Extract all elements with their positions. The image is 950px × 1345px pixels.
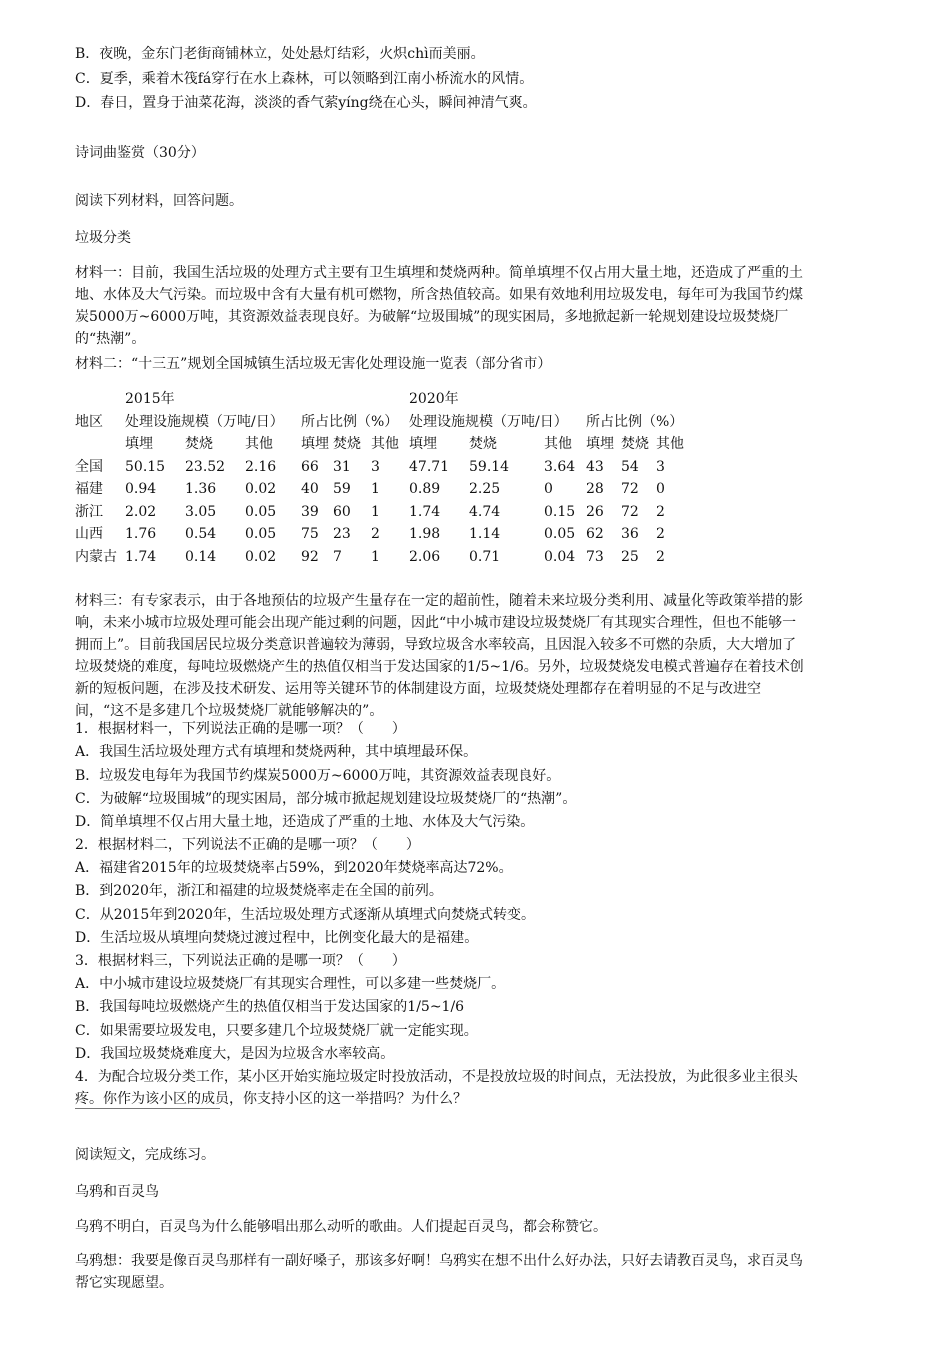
material-one: 材料一：目前，我国生活垃圾的处理方式主要有卫生填埋和焚烧两种。简单填埋不仅占用大量土地，还造成了严重的土地、水体及大气污染。而垃圾中含有大量有机可燃物，所含热值较高。如果有效地利用垃圾发电，每年可为我国节约煤炭5000万~6000万吨，其资源效益表现良好。为破解“垃圾围城”的现实困局，多地掀起新一轮规划建设垃圾焚烧厂的“热潮”。: [75, 265, 803, 347]
table-cell: 0.54: [185, 526, 217, 543]
table-cell: 26: [586, 503, 604, 520]
table-cell: 54: [621, 458, 639, 475]
table-cell: 山西: [75, 526, 103, 543]
table-cell: 36: [621, 526, 639, 543]
scale-header-2020: 处理设施规模（万吨/日）: [409, 413, 568, 430]
article-title: 垃圾分类: [75, 230, 131, 246]
table-cell: 2.02: [125, 503, 157, 520]
table-cell: 1: [371, 503, 380, 520]
sub-header: 其他: [656, 436, 684, 453]
table-cell: 50.15: [125, 458, 166, 475]
question-3-option-b: B．我国每吨垃圾燃烧产生的热值仅相当于发达国家的1/5~1/6: [75, 999, 465, 1015]
table-row: [75, 478, 691, 501]
option-b-top: B．夜晚，金东门老街商铺林立，处处悬灯结彩，火炽chì而美丽。: [75, 46, 485, 62]
table-cell: 40: [301, 481, 319, 498]
ratio-header-2020: 所占比例（%）: [586, 413, 684, 430]
table-cell: 62: [586, 526, 604, 543]
question-1: 1．根据材料一，下列说法正确的是哪一项？（ ）: [75, 721, 406, 737]
waste-facility-table: [75, 388, 691, 568]
sub-header: 焚烧: [469, 436, 497, 453]
table-cell: 75: [301, 526, 319, 543]
table-cell: 0.71: [469, 548, 501, 565]
table-cell: 2.06: [409, 548, 441, 565]
table-cell: 3: [656, 458, 665, 475]
table-cell: 92: [301, 548, 319, 565]
table-cell: 3.64: [544, 458, 576, 475]
table-cell: 72: [621, 503, 639, 520]
table-cell: 0: [544, 481, 553, 498]
table-cell: 0.94: [125, 481, 157, 498]
sub-header: 填埋: [586, 436, 614, 453]
table-cell: 73: [586, 548, 604, 565]
table-cell: 1.74: [409, 503, 441, 520]
table-cell: 23.52: [185, 458, 226, 475]
table-cell: 3.05: [185, 503, 217, 520]
instruction-read-materials: 阅读下列材料，回答问题。: [75, 193, 243, 209]
table-cell: 3: [371, 458, 380, 475]
year-2020: 2020年: [409, 391, 459, 408]
question-2-option-b: B．到2020年，浙江和福建的垃圾焚烧率走在全国的前列。: [75, 883, 443, 899]
question-2-option-c: C．从2015年到2020年，生活垃圾处理方式逐渐从填埋式向焚烧式转变。: [75, 907, 535, 923]
year-2015: 2015年: [125, 391, 175, 408]
table-cell: 1.74: [125, 548, 157, 565]
table-cell: 1.14: [469, 526, 501, 543]
table-cell: 1: [371, 481, 380, 498]
table-cell: 4.74: [469, 503, 501, 520]
table-cell: 0.05: [245, 503, 277, 520]
ratio-header-2015: 所占比例（%）: [301, 413, 399, 430]
table-cell: 43: [586, 458, 604, 475]
table-cell: 0.05: [245, 526, 277, 543]
table-cell: 2: [656, 526, 665, 543]
question-3-option-d: D．我国垃圾焚烧难度大，是因为垃圾含水率较高。: [75, 1046, 395, 1062]
table-cell: 福建: [75, 481, 103, 498]
table-cell: 25: [621, 548, 639, 565]
region-header: 地区: [75, 413, 103, 430]
option-d-top: D．春日，置身于油菜花海，淡淡的香气萦yíng绕在心头，瞬间神清气爽。: [75, 95, 537, 111]
table-cell: 内蒙古: [75, 548, 117, 565]
material-three: 材料三：有专家表示，由于各地预估的垃圾产生量存在一定的超前性，随着未来垃圾分类利用、减量化等政策举措的影响，未来小城市垃圾处理可能会出现产能过剩的问题，因此“中小城市建设垃圾焚烧厂有其现实合理性，但也不能够一拥而上”。目前我国居民垃圾分类意识普遍较为薄弱，导致垃圾含水率较高，且因混入较多不可燃的杂质，大大增加了垃圾焚烧的难度，每吨垃圾燃烧产生的热值仅相当于发达国家的1/5~1/6。另外，垃圾焚烧发电模式普遍存在着技术创新的短板问题，在涉及技术研发、运用等关键环节的体制建设方面，垃圾焚烧处理都存在着明显的不足与改进空间，“这不是多建几个垃圾焚烧厂就能够解决的”。: [75, 593, 804, 719]
section-title: 诗词曲鉴赏（30分）: [75, 145, 205, 161]
table-row: [75, 501, 691, 524]
table-cell: 1.76: [125, 526, 157, 543]
sub-header: 填埋: [125, 436, 153, 453]
question-1-option-a: A．我国生活垃圾处理方式有填埋和焚烧两种，其中填埋最环保。: [75, 744, 478, 760]
material-two-title: 材料二：“十三五”规划全国城镇生活垃圾无害化处理设施一览表（部分省市）: [75, 356, 552, 372]
table-cell: 39: [301, 503, 319, 520]
table-cell: 0: [656, 481, 665, 498]
sub-header: 其他: [371, 436, 399, 453]
table-cell: 1: [371, 548, 380, 565]
question-3-option-c: C．如果需要垃圾发电，只要多建几个垃圾焚烧厂就一定能实现。: [75, 1023, 478, 1039]
question-4: 4．为配合垃圾分类工作，某小区开始实施垃圾定时投放活动，不是投放垃圾的时间点，无法投放，为此很多业主很头疼。你作为该小区的成员，你支持小区的这一举措吗？为什么？: [75, 1069, 798, 1107]
table-cell: 0.15: [544, 503, 576, 520]
question-3-option-a: A．中小城市建设垃圾焚烧厂有其现实合理性，可以多建一些焚烧厂。: [75, 976, 506, 992]
table-cell: 2.25: [469, 481, 501, 498]
table-cell: 0.89: [409, 481, 441, 498]
scale-header-2015: 处理设施规模（万吨/日）: [125, 413, 284, 430]
table-group-header-row: [75, 411, 691, 434]
table-cell: 0.04: [544, 548, 576, 565]
sub-header: 焚烧: [621, 436, 649, 453]
table-cell: 47.71: [409, 458, 450, 475]
question-1-option-b: B．垃圾发电每年为我国节约煤炭5000万~6000万吨，其资源效益表现良好。: [75, 768, 561, 784]
table-cell: 0.05: [544, 526, 576, 543]
table-row: [75, 456, 691, 479]
table-cell: 0.02: [245, 548, 277, 565]
table-cell: 0.02: [245, 481, 277, 498]
table-row: [75, 523, 691, 546]
story-title: 乌鸦和百灵鸟: [75, 1184, 159, 1200]
table-cell: 2: [656, 503, 665, 520]
question-2-option-a: A．福建省2015年的垃圾焚烧率占59%，到2020年焚烧率高达72%。: [75, 860, 513, 876]
question-3: 3．根据材料三，下列说法正确的是哪一项？（ ）: [75, 953, 406, 969]
question-1-option-c: C．为破解“垃圾围城”的现实困局，部分城市掀起规划建设垃圾焚烧厂的“热潮”。: [75, 791, 577, 807]
story-paragraph-1: 乌鸦不明白，百灵鸟为什么能够唱出那么动听的歌曲。人们提起百灵鸟，都会称赞它。: [75, 1219, 607, 1235]
sub-header: 填埋: [409, 436, 437, 453]
question-2-option-d: D．生活垃圾从填埋向焚烧过渡过程中，比例变化最大的是福建。: [75, 930, 479, 946]
table-cell: 2: [656, 548, 665, 565]
sub-header: 其他: [544, 436, 572, 453]
table-cell: 2.16: [245, 458, 277, 475]
table-year-row: [75, 388, 691, 411]
table-cell: 72: [621, 481, 639, 498]
question-1-option-d: D．简单填埋不仅占用大量土地，还造成了严重的土地、水体及大气污染。: [75, 814, 535, 830]
table-cell: 23: [333, 526, 351, 543]
table-cell: 7: [333, 548, 342, 565]
table-cell: 1.98: [409, 526, 441, 543]
table-cell: 全国: [75, 458, 103, 475]
sub-header: 填埋: [301, 436, 329, 453]
table-row: [75, 546, 691, 569]
sub-header: 焚烧: [333, 436, 361, 453]
option-c-top: C．夏季，乘着木筏fá穿行在水上森林，可以领略到江南小桥流水的风情。: [75, 71, 534, 87]
table-cell: 浙江: [75, 503, 103, 520]
table-cell: 2: [371, 526, 380, 543]
table-cell: 66: [301, 458, 319, 475]
table-sub-header-row: [75, 433, 691, 456]
question-2: 2．根据材料二，下列说法不正确的是哪一项？（ ）: [75, 837, 420, 853]
answer-blank-line[interactable]: [75, 1108, 220, 1109]
table-cell: 59.14: [469, 458, 510, 475]
story-paragraph-2: 乌鸦想：我要是像百灵鸟那样有一副好嗓子，那该多好啊！乌鸦实在想不出什么好办法，只好去请教百灵鸟，求百灵鸟帮它实现愿望。: [75, 1253, 803, 1291]
table-cell: 0.14: [185, 548, 217, 565]
table-cell: 60: [333, 503, 351, 520]
sub-header: 其他: [245, 436, 273, 453]
table-cell: 28: [586, 481, 604, 498]
sub-header: 焚烧: [185, 436, 213, 453]
table-cell: 1.36: [185, 481, 217, 498]
table-cell: 31: [333, 458, 351, 475]
instruction-read-short-text: 阅读短文，完成练习。: [75, 1147, 215, 1163]
table-cell: 59: [333, 481, 351, 498]
